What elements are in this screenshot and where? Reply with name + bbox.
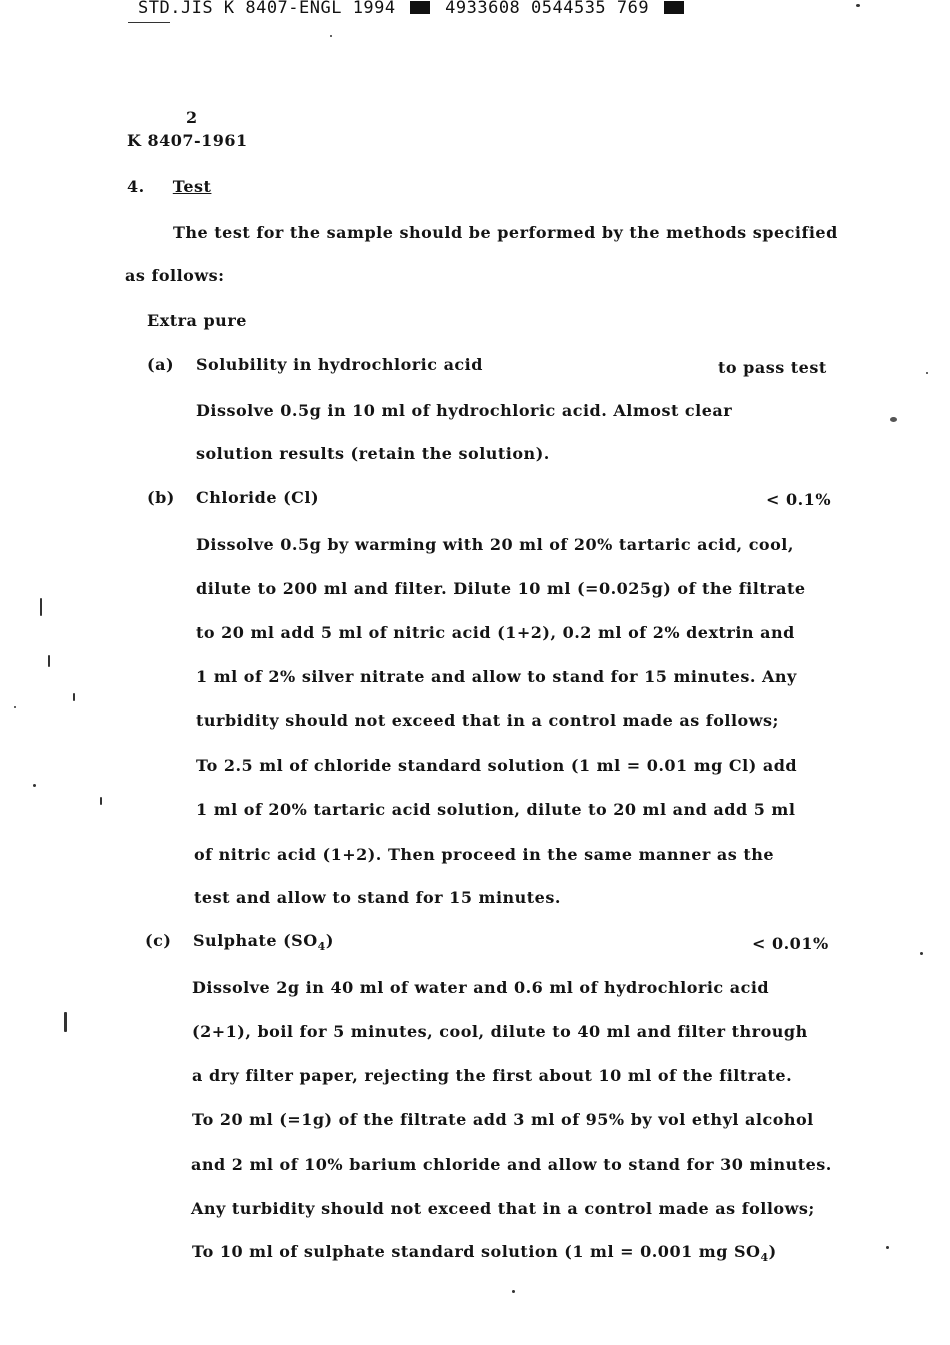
item-text-line: Dissolve 0.5g in 10 ml of hydrochloric acid. Almost clear — [196, 401, 733, 420]
item-text-line: to 20 ml add 5 ml of nitric acid (1+2), 0.2 ml of 2% dextrin and — [196, 623, 795, 642]
item-text-end: ) — [768, 1242, 777, 1261]
header-right-text: 4933608 0544535 769 — [445, 0, 650, 18]
scan-speck — [330, 35, 332, 37]
scan-speck — [48, 655, 50, 667]
item-title — [193, 931, 334, 953]
item-title-end: ) — [325, 931, 334, 950]
item-text-line — [192, 1242, 777, 1264]
scan-speck — [926, 372, 928, 374]
scan-speck — [40, 598, 42, 616]
item-limit: < 0.01% — [752, 934, 829, 953]
item-text-line: a dry filter paper, rejecting the first about 10 ml of the filtrate. — [192, 1066, 793, 1085]
section-title: Test — [172, 177, 212, 196]
scan-speck — [64, 1012, 67, 1032]
item-label: (b) — [147, 488, 175, 507]
scan-speck — [890, 417, 897, 422]
header-underline — [128, 22, 170, 23]
item-text-line: solution results (retain the solution). — [196, 444, 550, 463]
item-text-line: test and allow to stand for 15 minutes. — [194, 888, 561, 907]
item-label: (a) — [147, 355, 175, 374]
doc-code: K 8407-1961 — [127, 131, 248, 150]
item-text-line: 1 ml of 20% tartaric acid solution, dilute to 20 ml and add 5 ml — [196, 800, 796, 819]
header-block-mark — [664, 1, 684, 14]
header-left-text: STD.JIS K 8407-ENGL 1994 — [138, 0, 396, 18]
item-title-subscript: 4 — [317, 940, 326, 953]
item-text-line: To 20 ml (=1g) of the filtrate add 3 ml of 95% by vol ethyl alcohol — [192, 1110, 814, 1129]
item-title-main: Sulphate (SO — [193, 931, 318, 950]
section-heading — [127, 177, 211, 196]
section-number: 4. — [127, 177, 145, 196]
item-text-subscript: 4 — [760, 1251, 769, 1264]
item-text-line: of nitric acid (1+2). Then proceed in the same manner as the — [194, 845, 775, 864]
item-text-line: dilute to 200 ml and filter. Dilute 10 ml (=0.025g) of the filtrate — [196, 579, 806, 598]
item-title: Solubility in hydrochloric acid — [196, 355, 483, 374]
scan-speck — [100, 797, 102, 805]
grade-label: Extra pure — [147, 311, 247, 330]
item-limit: < 0.1% — [766, 490, 832, 509]
intro-line: The test for the sample should be performed by the methods specified — [173, 223, 838, 242]
item-text-line: Any turbidity should not exceed that in a control made as follows; — [191, 1199, 815, 1218]
scan-speck — [512, 1290, 515, 1293]
item-text-line: To 2.5 ml of chloride standard solution (1 ml = 0.01 mg Cl) add — [196, 756, 798, 775]
scan-speck — [920, 952, 923, 955]
item-text-line: and 2 ml of 10% barium chloride and allow to stand for 30 minutes. — [191, 1155, 832, 1174]
intro-line: as follows: — [125, 266, 225, 285]
item-title: Chloride (Cl) — [196, 488, 320, 507]
item-text-line: 1 ml of 2% silver nitrate and allow to stand for 15 minutes. Any — [196, 667, 797, 686]
page-number: 2 — [186, 108, 198, 127]
scan-speck — [73, 693, 75, 701]
scan-speck — [33, 784, 36, 787]
item-text-line: (2+1), boil for 5 minutes, cool, dilute to 40 ml and filter through — [192, 1022, 808, 1041]
scan-speck — [14, 706, 16, 708]
header-block-mark — [410, 1, 430, 14]
scan-speck — [886, 1246, 889, 1249]
item-limit: to pass test — [718, 358, 827, 377]
item-text-line: Dissolve 0.5g by warming with 20 ml of 20% tartaric acid, cool, — [196, 535, 794, 554]
item-text-main: To 10 ml of sulphate standard solution (1 ml = 0.001 mg SO — [192, 1242, 761, 1261]
scan-speck — [856, 4, 860, 7]
item-text-line: Dissolve 2g in 40 ml of water and 0.6 ml of hydrochloric acid — [192, 978, 770, 997]
item-label: (c) — [145, 931, 172, 950]
document-header — [138, 0, 688, 18]
item-text-line: turbidity should not exceed that in a control made as follows; — [196, 711, 779, 730]
